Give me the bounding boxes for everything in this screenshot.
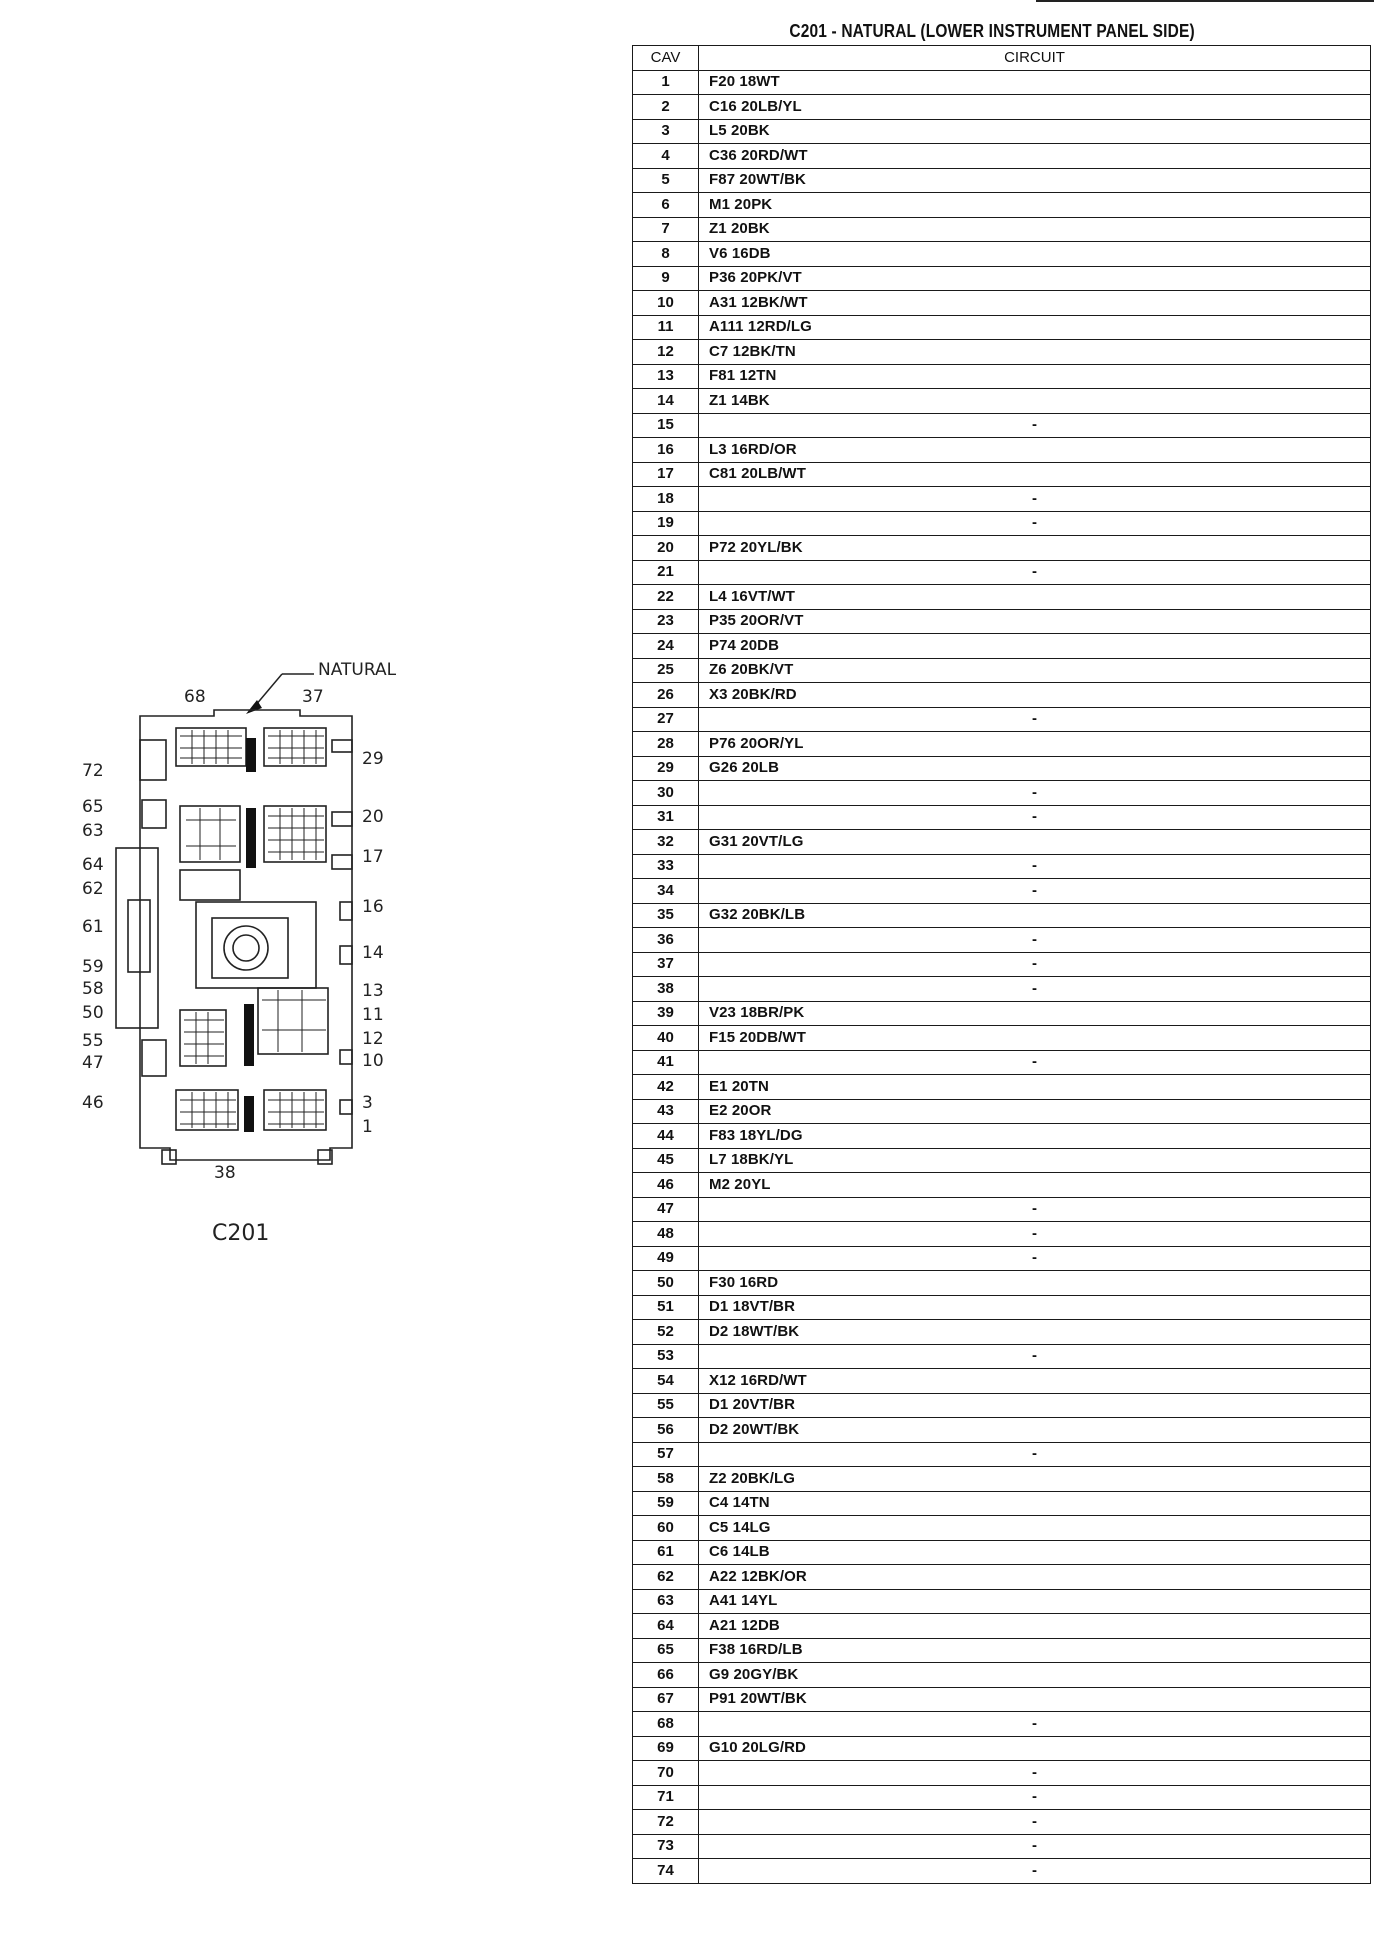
cav-cell: 6 — [633, 193, 699, 218]
pin-label-47: 47 — [82, 1053, 104, 1073]
circuit-cell: L4 16VT/WT — [699, 585, 1371, 610]
table-row — [633, 1099, 1371, 1124]
circuit-cell: F15 20DB/WT — [699, 1026, 1371, 1051]
cav-cell: 35 — [633, 903, 699, 928]
circuit-cell: E2 20OR — [699, 1099, 1371, 1124]
circuit-cell: - — [699, 560, 1371, 585]
cav-cell: 19 — [633, 511, 699, 536]
cav-cell: 11 — [633, 315, 699, 340]
cav-cell: 60 — [633, 1516, 699, 1541]
pin-label-68: 68 — [184, 687, 206, 707]
table-row — [633, 217, 1371, 242]
table-row — [633, 1124, 1371, 1149]
cav-cell: 44 — [633, 1124, 699, 1149]
table-row — [633, 511, 1371, 536]
table-row — [633, 903, 1371, 928]
circuit-cell: - — [699, 487, 1371, 512]
table-row — [633, 1369, 1371, 1394]
pin-label-38: 38 — [214, 1163, 236, 1183]
cav-cell: 41 — [633, 1050, 699, 1075]
cav-cell: 63 — [633, 1589, 699, 1614]
table-row — [633, 364, 1371, 389]
table-row — [633, 1442, 1371, 1467]
circuit-cell: - — [699, 928, 1371, 953]
table-row — [633, 1565, 1371, 1590]
cav-cell: 10 — [633, 291, 699, 316]
table-row — [633, 193, 1371, 218]
cav-cell: 25 — [633, 658, 699, 683]
cav-cell: 70 — [633, 1761, 699, 1786]
table-row — [633, 291, 1371, 316]
cav-cell: 69 — [633, 1736, 699, 1761]
table-row — [633, 1638, 1371, 1663]
cav-cell: 49 — [633, 1246, 699, 1271]
table-row — [633, 1393, 1371, 1418]
table-row — [633, 1614, 1371, 1639]
cav-cell: 29 — [633, 756, 699, 781]
cav-cell: 53 — [633, 1344, 699, 1369]
circuit-cell: - — [699, 1344, 1371, 1369]
circuit-cell: L7 18BK/YL — [699, 1148, 1371, 1173]
pin-label-61: 61 — [82, 917, 104, 937]
circuit-cell: - — [699, 707, 1371, 732]
circuit-cell: Z2 20BK/LG — [699, 1467, 1371, 1492]
circuit-cell: Z1 14BK — [699, 389, 1371, 414]
circuit-cell: - — [699, 413, 1371, 438]
circuit-cell: C16 20LB/YL — [699, 95, 1371, 120]
pinout-table-body — [633, 70, 1371, 1883]
table-row — [633, 1026, 1371, 1051]
circuit-cell: A22 12BK/OR — [699, 1565, 1371, 1590]
table-title: C201 - NATURAL (LOWER INSTRUMENT PANEL SIDE) — [789, 21, 1195, 41]
circuit-cell: G26 20LB — [699, 756, 1371, 781]
circuit-cell: L3 16RD/OR — [699, 438, 1371, 463]
pin-label-13: 13 — [362, 981, 384, 1001]
pin-label-46: 46 — [82, 1093, 104, 1113]
table-row — [633, 1761, 1371, 1786]
cav-cell: 50 — [633, 1271, 699, 1296]
table-row — [633, 1344, 1371, 1369]
table-row — [633, 1516, 1371, 1541]
circuit-cell: - — [699, 1859, 1371, 1884]
circuit-cell: C7 12BK/TN — [699, 340, 1371, 365]
pin-label-12: 12 — [362, 1029, 384, 1049]
cav-cell: 32 — [633, 830, 699, 855]
pin-label-59: 59 — [82, 957, 104, 977]
circuit-cell: F87 20WT/BK — [699, 168, 1371, 193]
pin-label-50: 50 — [82, 1003, 104, 1023]
circuit-cell: D2 20WT/BK — [699, 1418, 1371, 1443]
connector-body — [116, 710, 352, 1164]
cav-cell: 22 — [633, 585, 699, 610]
table-row — [633, 805, 1371, 830]
cav-cell: 2 — [633, 95, 699, 120]
table-row — [633, 487, 1371, 512]
table-row — [633, 928, 1371, 953]
cav-cell: 72 — [633, 1810, 699, 1835]
pin-label-17: 17 — [362, 847, 384, 867]
circuit-cell: - — [699, 854, 1371, 879]
circuit-cell: P74 20DB — [699, 634, 1371, 659]
circuit-cell: A111 12RD/LG — [699, 315, 1371, 340]
circuit-cell: - — [699, 1761, 1371, 1786]
cav-cell: 13 — [633, 364, 699, 389]
circuit-cell: X12 16RD/WT — [699, 1369, 1371, 1394]
table-row — [633, 1246, 1371, 1271]
cav-cell: 31 — [633, 805, 699, 830]
pin-label-1: 1 — [362, 1117, 373, 1137]
top-rule — [1036, 0, 1374, 2]
table-row — [633, 1859, 1371, 1884]
table-row — [633, 1663, 1371, 1688]
pin-label-3: 3 — [362, 1093, 373, 1113]
cav-cell: 16 — [633, 438, 699, 463]
cav-cell: 42 — [633, 1075, 699, 1100]
table-row — [633, 1222, 1371, 1247]
pin-label-11: 11 — [362, 1005, 384, 1025]
table-row — [633, 1295, 1371, 1320]
cav-cell: 74 — [633, 1859, 699, 1884]
circuit-cell: - — [699, 1785, 1371, 1810]
column-header-circuit: CIRCUIT — [699, 46, 1371, 71]
cav-cell: 8 — [633, 242, 699, 267]
table-row — [633, 1148, 1371, 1173]
table-row — [633, 1834, 1371, 1859]
pin-label-64: 64 — [82, 855, 104, 875]
table-row — [633, 952, 1371, 977]
table-row — [633, 168, 1371, 193]
table-row — [633, 854, 1371, 879]
cav-cell: 18 — [633, 487, 699, 512]
cav-cell: 9 — [633, 266, 699, 291]
table-row — [633, 1173, 1371, 1198]
cav-cell: 26 — [633, 683, 699, 708]
circuit-cell: - — [699, 1222, 1371, 1247]
cav-cell: 5 — [633, 168, 699, 193]
circuit-cell: M1 20PK — [699, 193, 1371, 218]
table-row — [633, 315, 1371, 340]
cav-cell: 73 — [633, 1834, 699, 1859]
circuit-cell: A21 12DB — [699, 1614, 1371, 1639]
cav-cell: 1 — [633, 70, 699, 95]
cav-cell: 21 — [633, 560, 699, 585]
circuit-cell: D2 18WT/BK — [699, 1320, 1371, 1345]
cav-cell: 54 — [633, 1369, 699, 1394]
cav-cell: 45 — [633, 1148, 699, 1173]
pin-label-55: 55 — [82, 1031, 104, 1051]
connector-name-label: C201 — [212, 1221, 270, 1246]
table-row — [633, 1491, 1371, 1516]
cav-cell: 28 — [633, 732, 699, 757]
table-row — [633, 144, 1371, 169]
connector-diagram — [0, 0, 620, 1936]
table-header-row — [633, 46, 1371, 71]
circuit-cell: D1 20VT/BR — [699, 1393, 1371, 1418]
circuit-cell: - — [699, 977, 1371, 1002]
pin-label-14: 14 — [362, 943, 384, 963]
table-row — [633, 879, 1371, 904]
cav-cell: 15 — [633, 413, 699, 438]
cav-cell: 43 — [633, 1099, 699, 1124]
table-row — [633, 1785, 1371, 1810]
table-row — [633, 462, 1371, 487]
circuit-cell: L5 20BK — [699, 119, 1371, 144]
cav-cell: 48 — [633, 1222, 699, 1247]
table-row — [633, 658, 1371, 683]
table-row — [633, 1687, 1371, 1712]
table-row — [633, 389, 1371, 414]
cav-cell: 59 — [633, 1491, 699, 1516]
circuit-cell: P76 20OR/YL — [699, 732, 1371, 757]
table-row — [633, 1810, 1371, 1835]
pin-label-29: 29 — [362, 749, 384, 769]
table-row — [633, 1320, 1371, 1345]
circuit-cell: A31 12BK/WT — [699, 291, 1371, 316]
cav-cell: 71 — [633, 1785, 699, 1810]
circuit-cell: G31 20VT/LG — [699, 830, 1371, 855]
table-row — [633, 1712, 1371, 1737]
cav-cell: 27 — [633, 707, 699, 732]
circuit-cell: - — [699, 1197, 1371, 1222]
cav-cell: 55 — [633, 1393, 699, 1418]
table-row — [633, 536, 1371, 561]
circuit-cell: - — [699, 1050, 1371, 1075]
circuit-cell: - — [699, 781, 1371, 806]
table-row — [633, 830, 1371, 855]
cav-cell: 65 — [633, 1638, 699, 1663]
cav-cell: 4 — [633, 144, 699, 169]
table-row — [633, 634, 1371, 659]
circuit-cell: G10 20LG/RD — [699, 1736, 1371, 1761]
cav-cell: 51 — [633, 1295, 699, 1320]
table-row — [633, 1050, 1371, 1075]
circuit-cell: E1 20TN — [699, 1075, 1371, 1100]
pin-label-65: 65 — [82, 797, 104, 817]
cav-cell: 3 — [633, 119, 699, 144]
circuit-cell: C36 20RD/WT — [699, 144, 1371, 169]
cav-cell: 62 — [633, 1565, 699, 1590]
cav-cell: 20 — [633, 536, 699, 561]
circuit-cell: Z6 20BK/VT — [699, 658, 1371, 683]
natural-callout-label: NATURAL — [318, 660, 397, 680]
circuit-cell: F20 18WT — [699, 70, 1371, 95]
table-row — [633, 781, 1371, 806]
circuit-cell: G9 20GY/BK — [699, 1663, 1371, 1688]
pinout-table — [632, 45, 1371, 1884]
circuit-cell: C6 14LB — [699, 1540, 1371, 1565]
circuit-cell: - — [699, 1712, 1371, 1737]
circuit-cell: D1 18VT/BR — [699, 1295, 1371, 1320]
cav-cell: 56 — [633, 1418, 699, 1443]
cav-cell: 23 — [633, 609, 699, 634]
circuit-cell: V23 18BR/PK — [699, 1001, 1371, 1026]
circuit-cell: - — [699, 1810, 1371, 1835]
cav-cell: 58 — [633, 1467, 699, 1492]
table-row — [633, 1736, 1371, 1761]
cav-cell: 33 — [633, 854, 699, 879]
circuit-cell: F30 16RD — [699, 1271, 1371, 1296]
circuit-cell: - — [699, 952, 1371, 977]
table-row — [633, 340, 1371, 365]
pin-label-16: 16 — [362, 897, 384, 917]
table-row — [633, 1540, 1371, 1565]
cav-cell: 67 — [633, 1687, 699, 1712]
table-row — [633, 1271, 1371, 1296]
circuit-cell: X3 20BK/RD — [699, 683, 1371, 708]
table-row — [633, 266, 1371, 291]
table-row — [633, 560, 1371, 585]
table-row — [633, 1001, 1371, 1026]
table-row — [633, 119, 1371, 144]
pin-label-20: 20 — [362, 807, 384, 827]
table-row — [633, 242, 1371, 267]
table-row — [633, 1589, 1371, 1614]
circuit-cell: F83 18YL/DG — [699, 1124, 1371, 1149]
circuit-cell: C81 20LB/WT — [699, 462, 1371, 487]
table-row — [633, 1467, 1371, 1492]
cav-cell: 39 — [633, 1001, 699, 1026]
cav-cell: 36 — [633, 928, 699, 953]
cav-cell: 17 — [633, 462, 699, 487]
circuit-cell: P35 20OR/VT — [699, 609, 1371, 634]
cav-cell: 46 — [633, 1173, 699, 1198]
cav-cell: 64 — [633, 1614, 699, 1639]
table-row — [633, 438, 1371, 463]
cav-cell: 38 — [633, 977, 699, 1002]
cav-cell: 68 — [633, 1712, 699, 1737]
pin-label-63: 63 — [82, 821, 104, 841]
circuit-cell: - — [699, 1246, 1371, 1271]
cav-cell: 7 — [633, 217, 699, 242]
cav-cell: 34 — [633, 879, 699, 904]
table-row — [633, 585, 1371, 610]
column-header-cav: CAV — [633, 46, 699, 71]
circuit-cell: Z1 20BK — [699, 217, 1371, 242]
cav-cell: 12 — [633, 340, 699, 365]
cav-cell: 52 — [633, 1320, 699, 1345]
cav-cell: 47 — [633, 1197, 699, 1222]
circuit-cell: C4 14TN — [699, 1491, 1371, 1516]
pin-label-58: 58 — [82, 979, 104, 999]
pin-label-10: 10 — [362, 1051, 384, 1071]
table-row — [633, 1075, 1371, 1100]
table-row — [633, 683, 1371, 708]
table-row — [633, 95, 1371, 120]
cav-cell: 24 — [633, 634, 699, 659]
callout-arrow-icon — [246, 700, 262, 714]
table-row — [633, 413, 1371, 438]
cav-cell: 57 — [633, 1442, 699, 1467]
table-row — [633, 609, 1371, 634]
circuit-cell: F38 16RD/LB — [699, 1638, 1371, 1663]
circuit-cell: - — [699, 805, 1371, 830]
circuit-cell: P72 20YL/BK — [699, 536, 1371, 561]
pin-label-37: 37 — [302, 687, 324, 707]
cav-cell: 14 — [633, 389, 699, 414]
table-row — [633, 707, 1371, 732]
table-row — [633, 756, 1371, 781]
cav-cell: 61 — [633, 1540, 699, 1565]
circuit-cell: C5 14LG — [699, 1516, 1371, 1541]
table-row — [633, 1197, 1371, 1222]
circuit-cell: - — [699, 879, 1371, 904]
circuit-cell: - — [699, 1834, 1371, 1859]
cav-cell: 66 — [633, 1663, 699, 1688]
table-row — [633, 1418, 1371, 1443]
cavity-grid — [180, 730, 326, 1128]
circuit-cell: V6 16DB — [699, 242, 1371, 267]
pin-label-62: 62 — [82, 879, 104, 899]
circuit-cell: - — [699, 1442, 1371, 1467]
cav-cell: 30 — [633, 781, 699, 806]
cav-cell: 37 — [633, 952, 699, 977]
circuit-cell: M2 20YL — [699, 1173, 1371, 1198]
circuit-cell: P36 20PK/VT — [699, 266, 1371, 291]
circuit-cell: - — [699, 511, 1371, 536]
table-row — [633, 732, 1371, 757]
table-row — [633, 977, 1371, 1002]
pin-label-72: 72 — [82, 761, 104, 781]
circuit-cell: G32 20BK/LB — [699, 903, 1371, 928]
circuit-cell: F81 12TN — [699, 364, 1371, 389]
cav-cell: 40 — [633, 1026, 699, 1051]
table-row — [633, 70, 1371, 95]
circuit-cell: P91 20WT/BK — [699, 1687, 1371, 1712]
circuit-cell: A41 14YL — [699, 1589, 1371, 1614]
